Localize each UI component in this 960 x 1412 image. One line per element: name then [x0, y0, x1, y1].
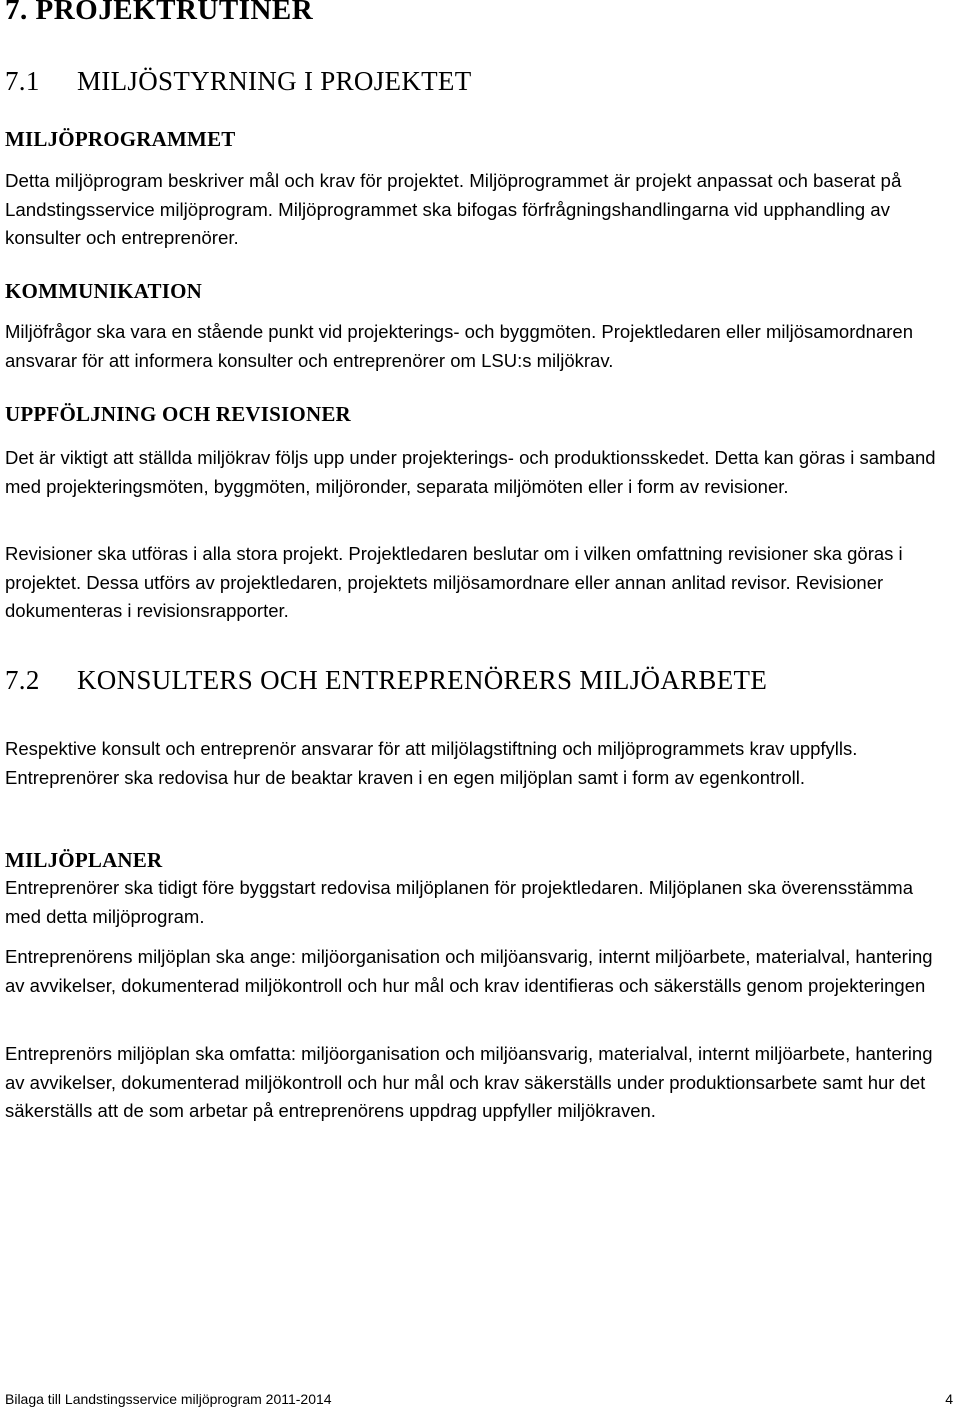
heading-miljoplaner: MILJÖPLANER [5, 848, 163, 872]
section-number: 7.1 [5, 66, 40, 96]
paragraph-miljoprogrammet: Detta miljöprogram beskriver mål och krav för projektet. Miljöprogrammet är projekt anpassat och baserat på Landstingsservice miljöprogram. Miljöprogrammet ska bifogas förfrågningshandlingarna vid upphandling av konsulter och entreprenörer. [5, 170, 902, 248]
paragraph-miljoplaner-3: Entreprenörs miljöplan ska omfatta: miljöorganisation och miljöansvarig, materialval, internt miljöarbete, hantering av avvikelser, dokumenterad miljökontroll och hur mål och krav säkerställs under produktionsarbete samt hur det säkerställs att de som arbetar på entreprenörens uppdrag uppfyller miljökraven. [5, 1043, 933, 1121]
footer-text: Bilaga till Landstingsservice miljöprogram 2011-2014 [5, 1391, 332, 1407]
chapter-heading: 7. PROJEKTRUTINER [5, 0, 314, 26]
section-heading-7-2 [5, 665, 767, 696]
paragraph-uppfoljning-1: Det är viktigt att ställda miljökrav följs upp under projekterings- och produktionsskedet. Detta kan göras i samband med projekteringsmöten, byggmöten, miljöronder, separata miljömöten eller i form av revisioner. [5, 447, 936, 497]
heading-kommunikation: KOMMUNIKATION [5, 279, 203, 303]
paragraph-miljoplaner-1: Entreprenörer ska tidigt före byggstart redovisa miljöplanen för projektledaren. Miljöplanen ska överensstämma med detta miljöprogram. [5, 877, 913, 927]
paragraph-miljoplaner-2: Entreprenörens miljöplan ska ange: miljöorganisation och miljöansvarig, internt miljöarbete, materialval, hantering av avvikelser, dokumenterad miljökontroll och hur mål och krav identifieras och säkerställs genom projekteringen [5, 946, 933, 996]
section-heading-7-1 [5, 66, 472, 97]
heading-miljoprogrammet: MILJÖPROGRAMMET [5, 127, 236, 151]
paragraph-kommunikation: Miljöfrågor ska vara en stående punkt vid projekterings- och byggmöten. Projektledaren eller miljösamordnaren ansvarar för att informera konsulter och entreprenörer om LSU:s miljökrav. [5, 321, 913, 371]
section-title: KONSULTERS OCH ENTREPRENÖRERS MILJÖARBETE [77, 665, 768, 695]
section-number: 7.2 [5, 665, 40, 695]
heading-uppfoljning: UPPFÖLJNING OCH REVISIONER [5, 402, 351, 426]
paragraph-uppfoljning-2: Revisioner ska utföras i alla stora projekt. Projektledaren beslutar om i vilken omfattning revisioner ska göras i projektet. Dessa utförs av projektledaren, projektets miljösamordnare eller annan anlitad revisor. Revisioner dokumenteras i revisionsrapporter. [5, 543, 903, 621]
page-number: 4 [945, 1391, 953, 1407]
paragraph-konsulter: Respektive konsult och entreprenör ansvarar för att miljölagstiftning och miljöprogrammets krav uppfylls. Entreprenörer ska redovisa hur de beaktar kraven i en egen miljöplan samt i form av egenkontroll. [5, 738, 858, 788]
section-title: MILJÖSTYRNING I PROJEKTET [77, 66, 472, 96]
